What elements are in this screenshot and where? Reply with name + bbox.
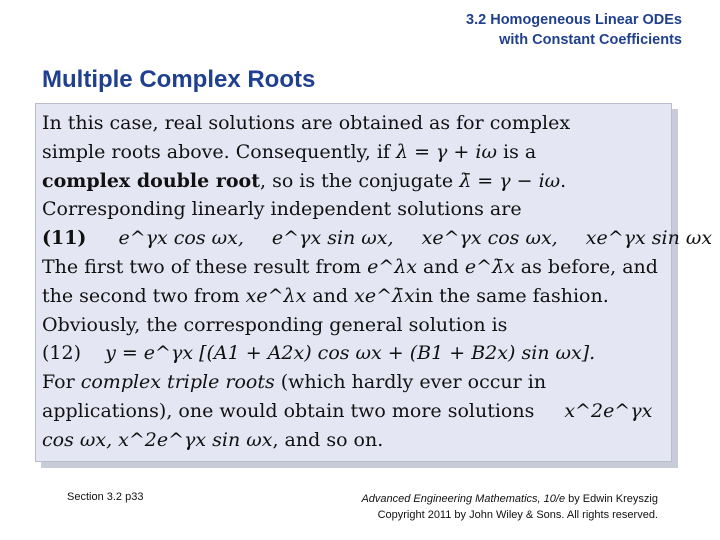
solution-3: xe^γx cos ωx, — [421, 227, 558, 250]
equation-number-12: (12) — [42, 342, 82, 365]
book-author: by Edwin Kreyszig — [565, 493, 658, 505]
body-line-6: The first two of these result from e^λx and e^λ̄x as before, and — [42, 255, 658, 278]
equation-12 — [42, 339, 672, 368]
body-line-8: Obviously, the corresponding general solution is — [42, 313, 508, 336]
body-line-3: complex double root, so is the conjugate λ̄ = γ − iω. — [42, 169, 567, 192]
lambda-equation: λ = γ + iω — [395, 140, 497, 163]
body-text — [42, 109, 713, 455]
body-line-12: cos ωx, x^2e^γx sin ωx, and so on. — [42, 428, 384, 451]
solution-1: e^γx cos ωx, — [118, 227, 244, 250]
equation-11 — [42, 224, 713, 253]
solution-4: xe^γx sin ωx — [585, 227, 713, 250]
general-solution: y = e^γx [(A1 + A2x) cos ωx + (B1 + B2x) sin ωx]. — [105, 342, 596, 365]
slide-title: Multiple Complex Roots — [42, 66, 316, 93]
body-line-10: For complex triple roots (which hardly ever occur in — [42, 371, 547, 394]
body-line-1: In this case, real solutions are obtained as for complex — [42, 112, 571, 134]
body-line-11: applications), one would obtain two more solutions x^2e^γx — [42, 399, 653, 422]
copyright-line: Copyright 2011 by John Wiley & Sons. All rights reserved. — [377, 509, 658, 521]
solution-2: e^γx sin ωx, — [271, 227, 394, 250]
body-line-4: Corresponding linearly independent solutions are — [42, 198, 522, 221]
body-line-2: simple roots above. Consequently, if λ = γ + iω is a — [42, 140, 537, 163]
equation-number-11: (11) — [42, 227, 87, 250]
body-line-7: the second two from xe^λx and xe^λ̄xin the same fashion. — [42, 284, 609, 307]
conjugate-equation: λ̄ = γ − iω — [459, 169, 561, 192]
book-title: Advanced Engineering Mathematics, 10/e — [361, 493, 566, 505]
section-header — [466, 10, 682, 50]
footer-section: Section 3.2 p33 — [67, 491, 144, 503]
header-line-1: 3.2 Homogeneous Linear ODEs — [466, 12, 682, 28]
footer-copyright — [361, 491, 658, 523]
header-line-2: with Constant Coefficients — [499, 32, 682, 48]
